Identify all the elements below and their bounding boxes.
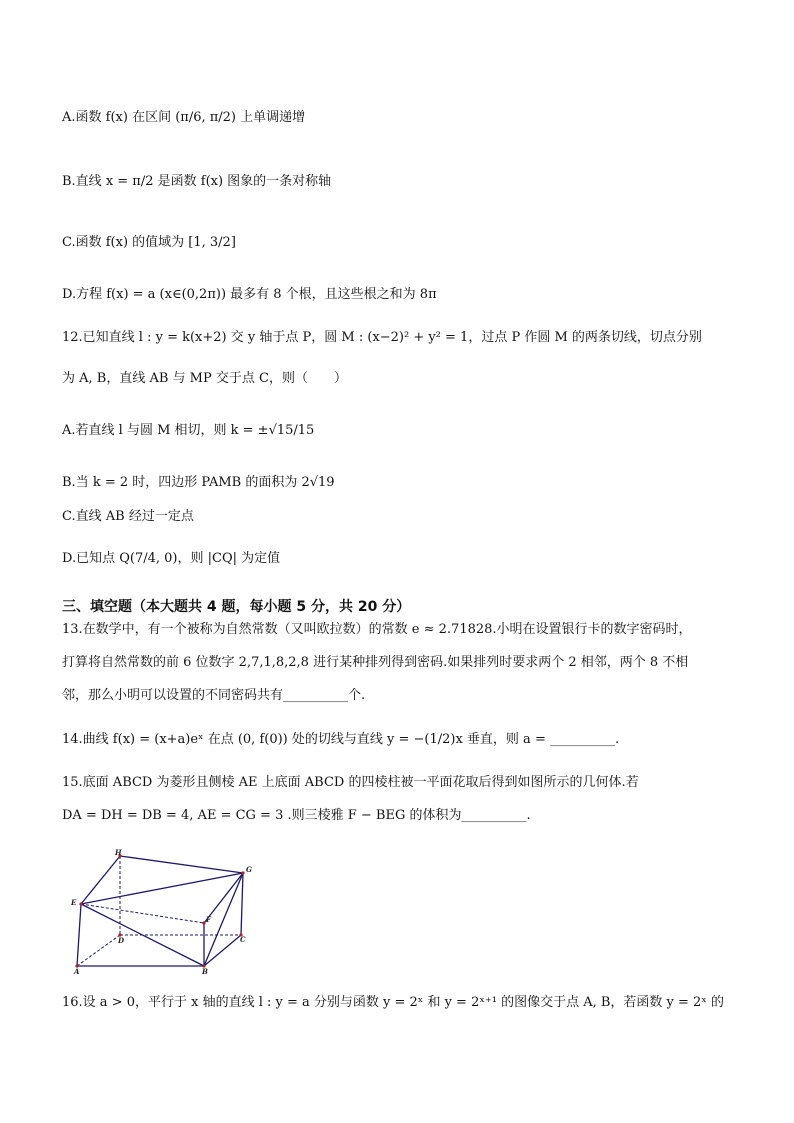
line-q12-stem: 12.已知直线 l : y = k(x+2) 交 y 轴于点 P，圆 M : (x−2)² + y² = 1，过点 P 作圆 M 的两条切线，切点分别 bbox=[62, 330, 702, 345]
line-q13a: 13.在数学中，有一个被称为自然常数（又叫欧拉数）的常数 e ≈ 2.71828.小明在设置银行卡的数字密码时， bbox=[62, 622, 692, 637]
label-f: F bbox=[206, 915, 211, 924]
line-q12b: B.当 k = 2 时，四边形 PAMB 的面积为 2√19 bbox=[62, 475, 335, 490]
line-q12-stem-cont: 为 A, B，直线 AB 与 MP 交于点 C，则（ ） bbox=[62, 371, 347, 386]
line-q12c: C.直线 AB 经过一定点 bbox=[62, 509, 194, 524]
vertex-e bbox=[79, 902, 82, 905]
label-c: C bbox=[240, 935, 246, 944]
label-d: D bbox=[118, 936, 125, 945]
label-h: H bbox=[115, 848, 122, 857]
label-g: G bbox=[246, 865, 252, 874]
line-11a: A.函数 f(x) 在区间 (π/6, π/2) 上单调递增 bbox=[62, 110, 306, 125]
line-11c: C.函数 f(x) 的值域为 [1, 3/2] bbox=[62, 235, 236, 250]
line-q15a: 15.底面 ABCD 为菱形且侧棱 AE 上底面 ABCD 的四棱柱被一平面花取后得到如图所示的几何体.若 bbox=[62, 775, 639, 790]
geometry-figure bbox=[68, 846, 258, 976]
edge-ea bbox=[77, 904, 81, 966]
edge-hg bbox=[120, 856, 243, 873]
edge-bc bbox=[204, 935, 241, 966]
line-q14: 14.曲线 f(x) = (x+a)eˣ 在点 (0, f(0)) 处的切线与直线 y = −(1/2)x 垂直，则 a = __________. bbox=[62, 732, 620, 747]
edge-eg bbox=[81, 873, 243, 904]
line-q12a: A.若直线 l 与圆 M 相切，则 k = ±√15/15 bbox=[62, 423, 315, 438]
edge-he bbox=[81, 856, 120, 904]
line-11d: D.方程 f(x) = a (x∈(0,2π)) 最多有 8 个根，且这些根之和为 8π bbox=[62, 287, 437, 302]
section-heading: 三、填空题（本大题共 4 题，每小题 5 分，共 20 分） bbox=[62, 599, 411, 615]
line-11b: B.直线 x = π/2 是函数 f(x) 图象的一条对称轴 bbox=[62, 174, 332, 189]
line-q16: 16.设 a > 0，平行于 x 轴的直线 l : y = a 分别与函数 y = 2ˣ 和 y = 2ˣ⁺¹ 的图像交于点 A, B，若函数 y = 2ˣ 的 bbox=[62, 995, 724, 1010]
polyhedron-diagram bbox=[68, 846, 258, 976]
label-b: B bbox=[202, 967, 208, 976]
line-q12d: D.已知点 Q(7/4, 0)，则 |CQ| 为定值 bbox=[62, 551, 281, 566]
line-q15b: DA = DH = DB = 4, AE = CG = 3 .则三棱雅 F − BEG 的体积为__________. bbox=[62, 808, 531, 823]
label-e: E bbox=[71, 898, 77, 907]
edge-da bbox=[77, 935, 120, 966]
line-q13b: 打算将自然常数的前 6 位数字 2,7,1,8,2,8 进行某种排列得到密码.如果排列时要求两个 2 相邻，两个 8 不相 bbox=[62, 655, 689, 670]
edge-cg bbox=[241, 873, 243, 935]
line-q13c: 邻，那么小明可以设置的不同密码共有__________个. bbox=[62, 688, 366, 703]
label-a: A bbox=[74, 967, 80, 976]
vertex-g bbox=[241, 871, 244, 874]
